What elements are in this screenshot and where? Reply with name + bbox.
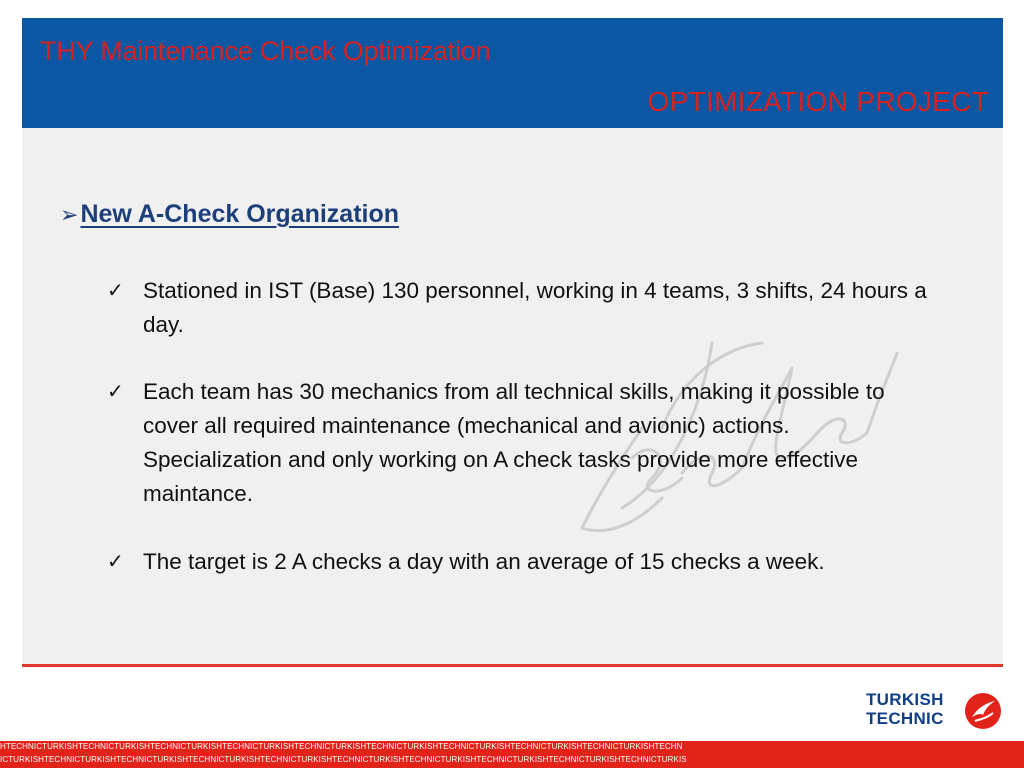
bullet-item [107,274,927,342]
bullet-item [107,375,927,511]
section-heading [60,200,399,229]
footer-pattern-line: ICTURKISHTECHNICTURKISHTECHNICTURKISHTECHNICTURKISHTECHNICTURKISHTECHNICTURKISHTECHNICTURKISHTECHNICTURKISHTECHNICTURKISHTECHNICTURKIS [0,755,687,764]
footer-pattern-line: HTECHNICTURKISHTECHNICTURKISHTECHNICTURKISHTECHNICTURKISHTECHNICTURKISHTECHNICTURKISHTECHNICTURKISHTECHNICTURKISHTECHNICTURKISHTECHN [0,742,683,751]
checkmark-icon: ✓ [107,551,124,573]
bullet-item [107,545,927,579]
arrow-bullet-icon: ➢ [60,201,79,227]
bullet-text: Each team has 30 mechanics from all technical skills, making it possible to cover all required maintenance (mechanical and avionic) actions. Specialization and only working on A check tasks provide more effective maintance. [143,379,885,506]
section-heading-text: New A-Check Organization [80,200,400,228]
slide-header [22,18,1003,128]
logo-emblem-icon [963,691,1003,731]
logo-line-1: TURKISH [866,690,944,709]
slide-content [22,128,1003,664]
checkmark-icon: ✓ [107,381,124,403]
logo-text [866,690,944,728]
footer-band [0,741,1024,768]
logo-line-2: TECHNIC [866,709,944,728]
bullet-text: Stationed in IST (Base) 130 personnel, working in 4 teams, 3 shifts, 24 hours a day. [143,278,927,337]
bullet-text: The target is 2 A checks a day with an average of 15 checks a week. [143,549,825,574]
checkmark-icon: ✓ [107,280,124,302]
slide-subtitle: OPTIMIZATION PROJECT [647,86,989,117]
turkish-technic-logo [866,690,1006,732]
divider-line [22,664,1003,667]
slide-title: THY Maintenance Check Optimization [40,36,491,66]
